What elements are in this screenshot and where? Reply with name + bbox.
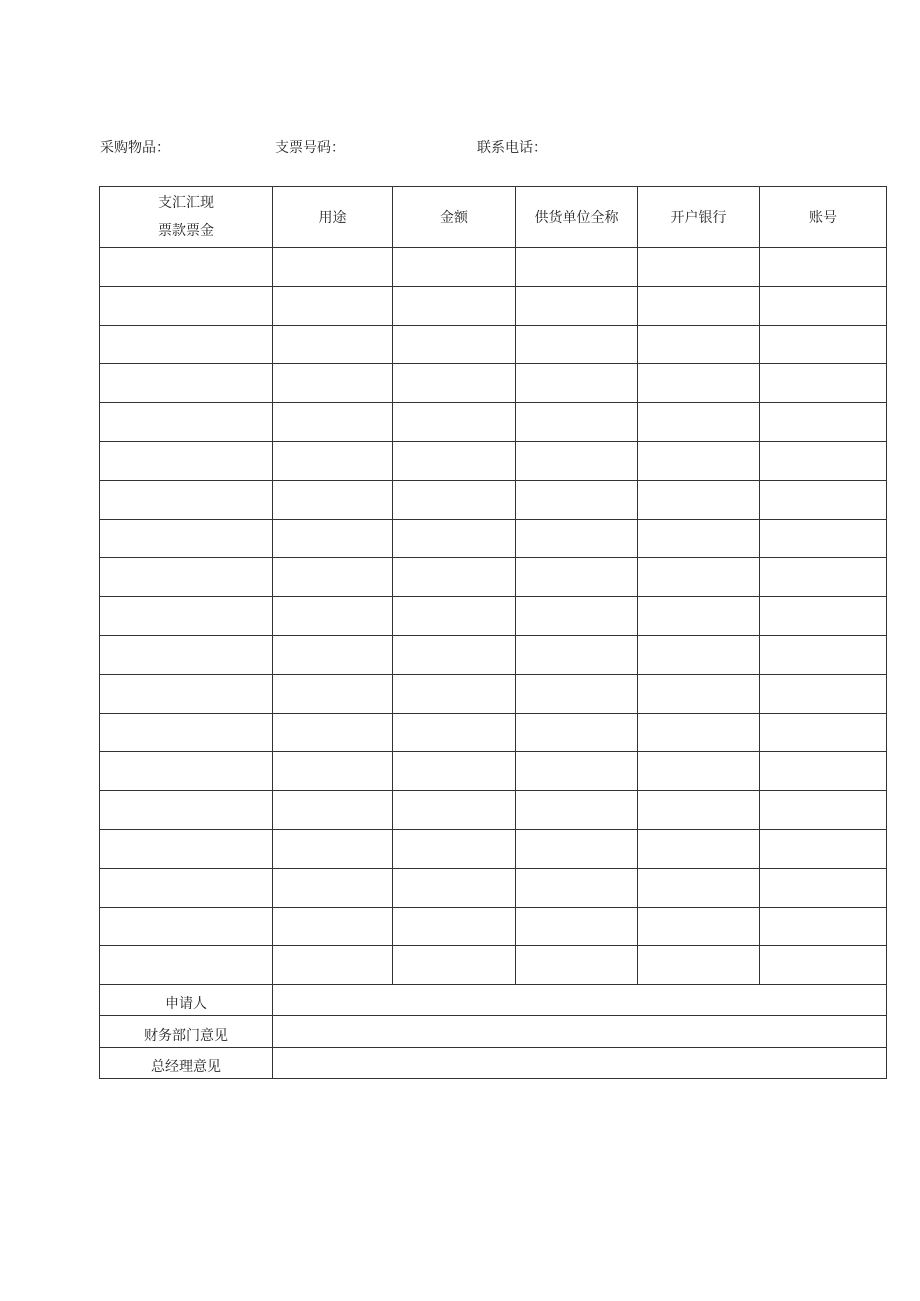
table-row	[100, 325, 887, 364]
table-cell[interactable]	[393, 286, 516, 325]
table-cell[interactable]	[393, 403, 516, 442]
payment-type-line1: 支汇汇现	[158, 195, 214, 211]
column-header-bank: 开户银行	[638, 187, 760, 248]
table-cell[interactable]	[638, 519, 760, 558]
table-cell[interactable]	[100, 907, 273, 946]
table-cell[interactable]	[760, 364, 887, 403]
table-cell[interactable]	[760, 791, 887, 830]
check-number-label: 支票号码：	[275, 140, 345, 156]
column-header-amount: 金额	[393, 187, 516, 248]
table-row	[100, 480, 887, 519]
table-cell[interactable]	[100, 519, 273, 558]
table-cell[interactable]	[273, 713, 393, 752]
table-cell[interactable]	[760, 286, 887, 325]
table-cell[interactable]	[273, 868, 393, 907]
column-header-supplier: 供货单位全称	[516, 187, 638, 248]
table-cell[interactable]	[760, 907, 887, 946]
table-header-row	[100, 187, 887, 248]
table-cell[interactable]	[638, 791, 760, 830]
table-row	[100, 713, 887, 752]
table-row	[100, 286, 887, 325]
signoff-label	[100, 985, 273, 1016]
table-cell[interactable]	[760, 635, 887, 674]
table-cell[interactable]	[273, 403, 393, 442]
table-cell[interactable]	[393, 829, 516, 868]
table-cell[interactable]	[273, 752, 393, 791]
table-cell[interactable]	[760, 558, 887, 597]
payment-type-header	[100, 187, 273, 248]
form-header-fields	[0, 137, 920, 159]
table-cell[interactable]	[100, 248, 273, 287]
table-cell[interactable]	[393, 752, 516, 791]
table-cell[interactable]	[100, 325, 273, 364]
table-cell[interactable]	[100, 946, 273, 985]
table-cell[interactable]	[273, 325, 393, 364]
table-cell[interactable]	[393, 325, 516, 364]
table-row	[100, 248, 887, 287]
table-cell[interactable]	[638, 752, 760, 791]
table-cell[interactable]	[638, 907, 760, 946]
signoff-label	[100, 1047, 273, 1078]
table-cell[interactable]	[638, 248, 760, 287]
table-cell[interactable]	[393, 248, 516, 287]
table-cell[interactable]	[100, 829, 273, 868]
table-row	[100, 403, 887, 442]
table-cell[interactable]	[393, 635, 516, 674]
table-cell[interactable]	[273, 558, 393, 597]
signoff-value-field[interactable]	[273, 985, 887, 1016]
table-cell[interactable]	[100, 635, 273, 674]
table-cell[interactable]	[393, 713, 516, 752]
table-cell[interactable]	[760, 403, 887, 442]
table-row	[100, 907, 887, 946]
table-cell[interactable]	[760, 325, 887, 364]
table-cell[interactable]	[516, 713, 638, 752]
purchase-item-label: 采购物品：	[100, 140, 170, 156]
table-cell[interactable]	[516, 752, 638, 791]
table-cell[interactable]	[273, 635, 393, 674]
table-cell[interactable]	[516, 868, 638, 907]
table-cell[interactable]	[393, 791, 516, 830]
table-cell[interactable]	[516, 403, 638, 442]
table-cell[interactable]	[516, 674, 638, 713]
table-cell[interactable]	[516, 286, 638, 325]
table-cell[interactable]	[273, 946, 393, 985]
signoff-label-text: 总经理意见	[151, 1058, 221, 1075]
table-cell[interactable]	[273, 597, 393, 636]
table-cell[interactable]	[516, 519, 638, 558]
table-cell[interactable]	[516, 441, 638, 480]
signoff-label	[100, 1016, 273, 1047]
table-row	[100, 946, 887, 985]
table-cell[interactable]	[393, 441, 516, 480]
table-cell[interactable]	[100, 868, 273, 907]
table-cell[interactable]	[760, 868, 887, 907]
signoff-row	[100, 1047, 887, 1078]
table-cell[interactable]	[760, 480, 887, 519]
table-cell[interactable]	[100, 403, 273, 442]
table-cell[interactable]	[100, 597, 273, 636]
table-row	[100, 791, 887, 830]
table-cell[interactable]	[393, 597, 516, 636]
table-cell[interactable]	[273, 248, 393, 287]
signoff-label-text: 申请人	[165, 996, 207, 1013]
table-cell[interactable]	[100, 441, 273, 480]
table-cell[interactable]	[516, 558, 638, 597]
table-cell[interactable]	[100, 674, 273, 713]
table-cell[interactable]	[516, 248, 638, 287]
table-cell[interactable]	[638, 597, 760, 636]
table-cell[interactable]	[638, 558, 760, 597]
table-row	[100, 364, 887, 403]
table-cell[interactable]	[760, 597, 887, 636]
table-row	[100, 868, 887, 907]
table-cell[interactable]	[760, 752, 887, 791]
table-row	[100, 752, 887, 791]
table-cell[interactable]	[760, 519, 887, 558]
table-cell[interactable]	[638, 868, 760, 907]
payment-request-table	[99, 186, 887, 1079]
table-cell[interactable]	[760, 674, 887, 713]
column-header-account: 账号	[760, 187, 887, 248]
table-cell[interactable]	[760, 946, 887, 985]
signoff-row	[100, 1016, 887, 1047]
table-cell[interactable]	[100, 480, 273, 519]
table-cell[interactable]	[516, 791, 638, 830]
table-cell[interactable]	[638, 713, 760, 752]
payment-type-line2: 票款票金	[158, 223, 214, 239]
table-cell[interactable]	[273, 907, 393, 946]
table-cell[interactable]	[638, 364, 760, 403]
table-cell[interactable]	[516, 597, 638, 636]
table-cell[interactable]	[638, 403, 760, 442]
signoff-value-field[interactable]	[273, 1016, 887, 1047]
table-row	[100, 635, 887, 674]
table-row	[100, 558, 887, 597]
table-cell[interactable]	[100, 713, 273, 752]
table-cell[interactable]	[273, 364, 393, 403]
table-cell[interactable]	[760, 829, 887, 868]
table-cell[interactable]	[393, 480, 516, 519]
table-cell[interactable]	[393, 907, 516, 946]
table-cell[interactable]	[760, 441, 887, 480]
table-cell[interactable]	[393, 364, 516, 403]
table-cell[interactable]	[516, 480, 638, 519]
table-cell[interactable]	[100, 558, 273, 597]
table-cell[interactable]	[638, 480, 760, 519]
table-cell[interactable]	[516, 946, 638, 985]
table-cell[interactable]	[638, 286, 760, 325]
table-cell[interactable]	[273, 791, 393, 830]
signoff-label-text: 财务部门意见	[144, 1027, 228, 1044]
signoff-row	[100, 985, 887, 1016]
table-cell[interactable]	[100, 364, 273, 403]
table-cell[interactable]	[638, 635, 760, 674]
table-cell[interactable]	[393, 946, 516, 985]
table-row	[100, 441, 887, 480]
table-cell[interactable]	[638, 441, 760, 480]
table-cell[interactable]	[100, 752, 273, 791]
table-cell[interactable]	[516, 829, 638, 868]
table-row	[100, 519, 887, 558]
table-cell[interactable]	[516, 364, 638, 403]
table-cell[interactable]	[273, 829, 393, 868]
table-cell[interactable]	[393, 674, 516, 713]
table-cell[interactable]	[273, 519, 393, 558]
table-cell[interactable]	[393, 558, 516, 597]
table-row	[100, 674, 887, 713]
table-cell[interactable]	[760, 713, 887, 752]
table-cell[interactable]	[273, 286, 393, 325]
table-cell[interactable]	[273, 674, 393, 713]
table-row	[100, 597, 887, 636]
table-cell[interactable]	[516, 325, 638, 364]
table-cell[interactable]	[516, 907, 638, 946]
table-cell[interactable]	[393, 519, 516, 558]
table-cell[interactable]	[638, 946, 760, 985]
table-cell[interactable]	[273, 441, 393, 480]
signoff-value-field[interactable]	[273, 1047, 887, 1078]
table-cell[interactable]	[393, 868, 516, 907]
table-row	[100, 829, 887, 868]
table-cell[interactable]	[638, 829, 760, 868]
phone-label: 联系电话：	[477, 140, 547, 156]
table-cell[interactable]	[100, 286, 273, 325]
column-header-purpose: 用途	[273, 187, 393, 248]
table-cell[interactable]	[760, 248, 887, 287]
table-cell[interactable]	[100, 791, 273, 830]
table-cell[interactable]	[516, 635, 638, 674]
table-cell[interactable]	[638, 674, 760, 713]
table-cell[interactable]	[638, 325, 760, 364]
table-cell[interactable]	[273, 480, 393, 519]
